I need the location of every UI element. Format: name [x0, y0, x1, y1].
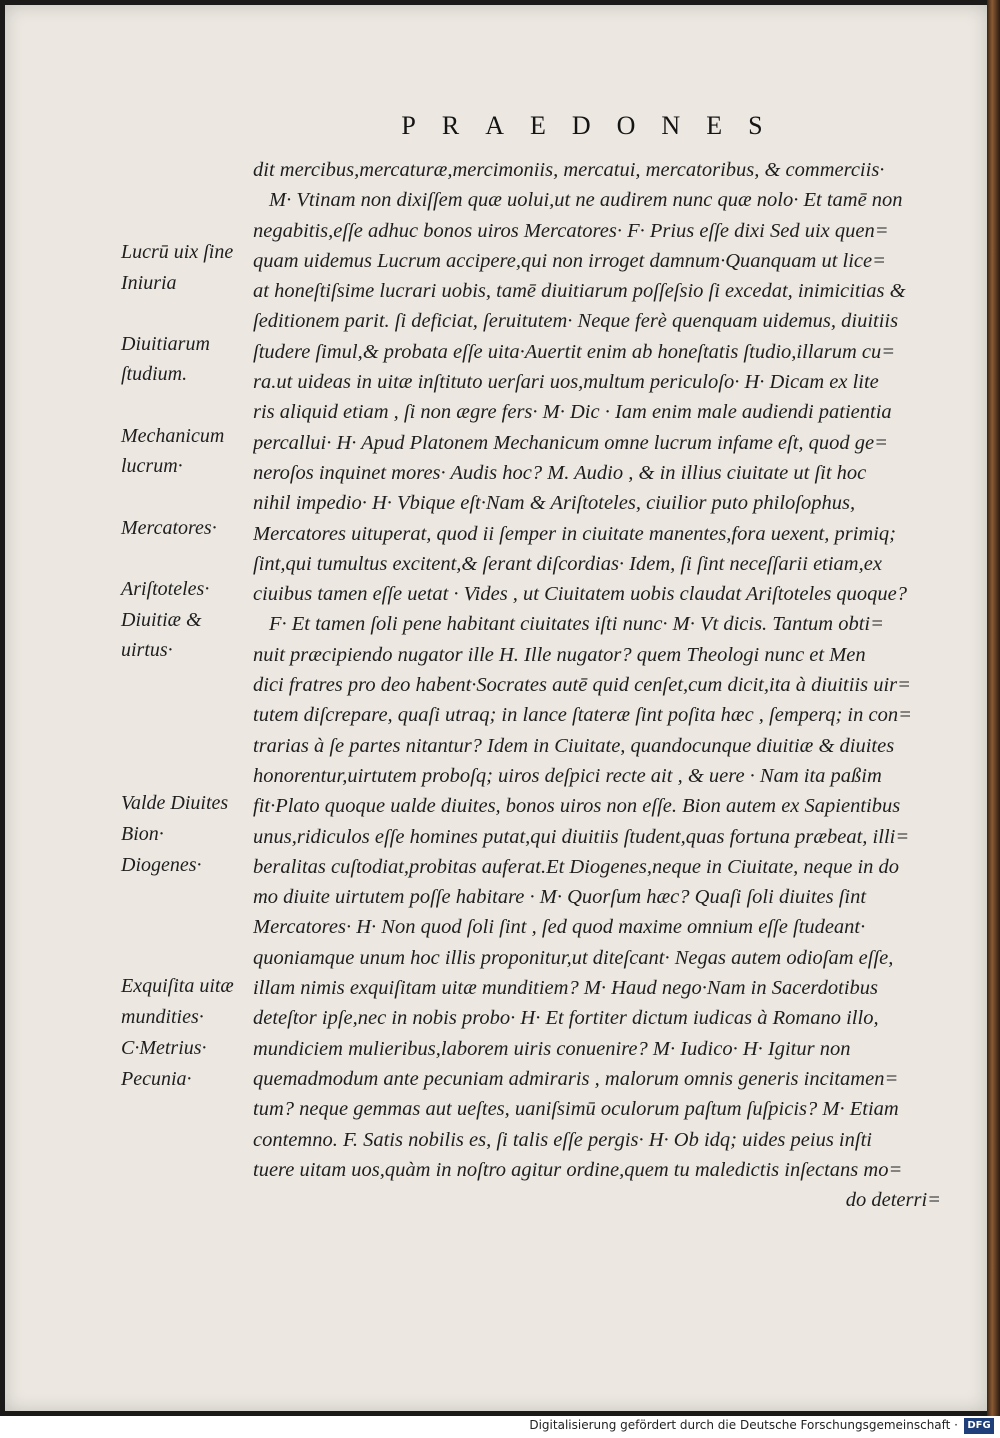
margin-note: Diogenes·: [121, 854, 202, 876]
margin-note: Ariſtoteles·: [121, 578, 210, 600]
text-line: tuere uitam uos,quàm in noſtro agitur ordine,quem tu maledictis inſectans mo=: [253, 1158, 903, 1181]
funding-credit: Digitalisierung gefördert durch die Deutsche Forschungsgemeinschaft ·: [529, 1418, 958, 1432]
text-line: ris aliquid etiam , ſi non ægre fers· M· Dic · Iam enim male audiendi patientia: [253, 401, 892, 424]
text-line: deteſtor ipſe,nec in nobis probo· H· Et fortiter dictum iudicas à Romano illo,: [253, 1007, 879, 1030]
running-title: PRAEDONES: [401, 111, 789, 140]
text-line: mundiciem mulieribus,laborem uiris conuenire? M· Iudico· H· Igitur non: [253, 1037, 851, 1060]
text-line: negabitis,eſſe adhuc bonos uiros Mercatores· F· Prius eſſe dixi Sed uix quen=: [253, 219, 889, 242]
text-line: fit·Plato quoque ualde diuites, bonos uiros non eſſe. Bion autem ex Sapientibus: [253, 795, 901, 818]
margin-note: Valde Diuites: [121, 792, 229, 814]
margin-note: C·Metrius·: [121, 1037, 207, 1059]
margin-note: Diuitiarum: [121, 333, 210, 355]
text-line: ſint,qui tumultus excitent,& ſerant diſcordias· Idem, ſi ſint neceſſarii etiam,ex: [253, 552, 882, 575]
text-line: mo diuite uirtutem poſſe habitare · M· Quorſum hæc? Quaſi ſoli diuites ſint: [253, 886, 867, 909]
text-line: at honeſtiſsime lucrari uobis, tamē diuitiarum poſſeſsio ſi excedat, inimicitias &: [253, 280, 906, 303]
text-line: dici fratres pro deo habent·Socrates autē quid cenſet,cum dicit,ita à diuitiis uir=: [253, 674, 911, 697]
text-line: illam nimis exquiſitam uitæ munditiem? M· Haud nego·Nam in Sacerdotibus: [253, 977, 879, 1000]
margin-note: Lucrū uix ſine: [121, 241, 234, 263]
book-page: [5, 5, 987, 1411]
margin-note: lucrum·: [121, 455, 183, 477]
margin-note: uirtus·: [121, 639, 173, 661]
digitization-footer: [0, 1416, 1000, 1438]
text-line: contemno. F. Satis nobilis es, ſi talis eſſe pergis· H· Ob idq; uides peius inſti: [253, 1128, 872, 1151]
text-line: ſtudere ſimul,& probata eſſe uita·Auertit enim ab honeſtatis ſtudio,illarum cu=: [253, 340, 896, 363]
text-line: F· Et tamen ſoli pene habitant ciuitates iſti nunc· M· Vt dicis. Tantum obti=: [269, 613, 884, 636]
catchword-line: do deterri=: [845, 1189, 941, 1212]
text-line: quoniamque unum hoc illis proponitur,ut diteſcant· Negas autem odioſam eſſe,: [253, 946, 894, 969]
text-line: beralitas cuſtodiat,probitas auferat.Et Diogenes,neque in Ciuitate, neque in do: [253, 855, 900, 878]
text-line: M· Vtinam non dixiſſem quæ uolui,ut ne audirem nunc quæ nolo· Et tamē non: [269, 189, 903, 212]
text-line: quemadmodum ante pecuniam admiraris , malorum omnis generis incitamen=: [253, 1067, 899, 1090]
text-line: Mercatores· H· Non quod ſoli ſint , ſed quod maxime omnium eſſe ſtudeant·: [253, 916, 866, 939]
text-line: ciuibus tamen eſſe uetat · Vides , ut Ciuitatem uobis claudat Ariſtoteles quoque?: [253, 583, 908, 606]
margin-note: Pecunia·: [121, 1068, 192, 1090]
margin-note: Iniuria: [121, 272, 177, 294]
text-line: tutem diſcrepare, quaſi utraq; in lance ſtateræ ſint poſita hæc , ſemperq; in con=: [253, 704, 912, 727]
text-line: ra.ut uideas in uitæ inſtituto uerſari uos,multum periculoſo· H· Dicam ex lite: [253, 371, 879, 394]
text-line: nihil impedio· H· Vbique eſt·Nam & Ariſtoteles, ciuilior puto philoſophus,: [253, 492, 856, 515]
text-line: quam uidemus Lucrum accipere,qui non irroget damnum·Quanquam ut lice=: [253, 249, 886, 272]
margin-note: Diuitiæ &: [121, 609, 202, 631]
text-line: trarias à ſe partes nitantur? Idem in Ciuitate, quandocunque diuitiæ & diuites: [253, 734, 895, 757]
text-line: ſeditionem parit. ſi deficiat, ſeruitutem· Neque ferè quenquam uidemus, diuitiis: [253, 310, 899, 333]
text-line: neroſos inquinet mores· Audis hoc? M. Audio , & in illius ciuitate ut ſit hoc: [253, 461, 867, 484]
text-line: percallui· H· Apud Platonem Mechanicum omne lucrum infame eſt, quod ge=: [253, 431, 888, 454]
main-text-block: [253, 155, 941, 1215]
text-line: nuit præcipiendo nugator ille H. Ille nugator? quem Theologi nunc et Men: [253, 643, 866, 666]
margin-note: mundities·: [121, 1006, 204, 1028]
book-spine-edge: [987, 0, 1000, 1416]
text-line: honorentur,uirtutem proboſq; uiros deſpici recte ait , & uere · Nam ita paßim: [253, 764, 882, 787]
text-line: Mercatores uituperat, quod ii ſemper in ciuitate manentes,fora uexent, primiq;: [253, 522, 896, 545]
margin-note: Mercatores·: [121, 517, 217, 539]
text-line: dit mercibus,mercaturæ,mercimoniis, mercatui, mercatoribus, & commerciis·: [253, 159, 885, 181]
margin-note: Mechanicum: [121, 425, 225, 447]
text-line: unus,ridiculos eſſe homines putat,qui diuitiis ſtudent,quas fortuna præbeat, illi=: [253, 825, 910, 848]
dfg-logo: DFG: [964, 1418, 994, 1434]
margin-note: Bion·: [121, 823, 164, 845]
margin-note: Exquiſita uitæ: [121, 975, 234, 997]
margin-note: ſtudium.: [121, 363, 188, 385]
text-line: tum? neque gemmas aut ueſtes, uaniſsimū oculorum paſtum ſuſpicis? M· Etiam: [253, 1098, 899, 1121]
